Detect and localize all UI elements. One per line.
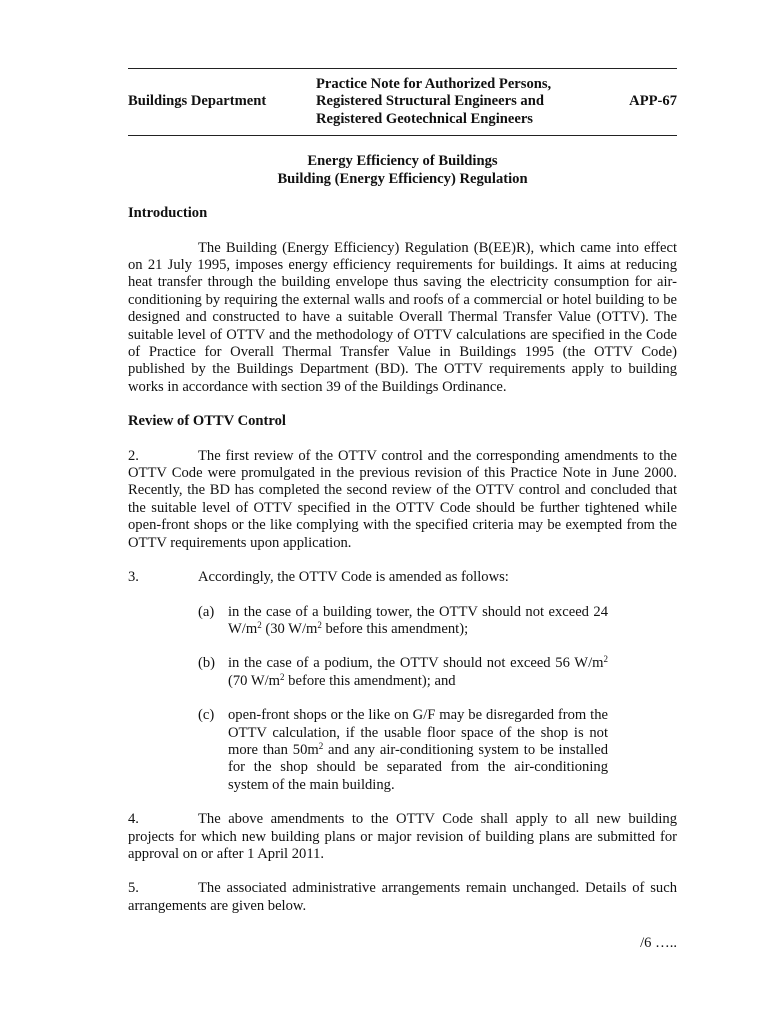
department-name: Buildings Department <box>128 93 267 110</box>
document-page <box>128 68 677 915</box>
amendment-item-c <box>198 707 608 794</box>
section-heading-introduction: Introduction <box>128 205 208 222</box>
document-subtitle-line: Building (Energy Efficiency) Regulation <box>277 170 528 187</box>
item-text: open-front shops or the like on G/F may be disregarded from the OTTV calculation, if the usable floor space of the shop is not more than $50m^2$ and any air-conditioning system to be installed for the shop should be separated from the air-conditioning system of the main building. <box>228 707 608 793</box>
page-continuation: /6 ….. <box>640 935 677 951</box>
paragraph-text: The associated administrative arrangements remain unchanged. Details of such arrangements are given below. <box>128 880 677 914</box>
paragraph-number: 5. <box>128 880 139 897</box>
document-header <box>128 69 677 135</box>
paragraph-3 <box>128 569 677 586</box>
paragraph-text: The above amendments to the OTTV Code shall apply to all new building projects for which new building plans or major revision of building plans are submitted for approval on or after 1 April 2011. <box>128 811 677 862</box>
header-bottom-rule <box>128 135 677 136</box>
practice-note-title-line: Practice Note for Authorized Persons, <box>316 75 552 92</box>
amendment-list <box>198 604 608 795</box>
intro-paragraph: The Building (Energy Efficiency) Regulation (B(EE)R), which came into effect on 21 July 1995, imposes energy efficiency requirements for buildings. It aims at reducing heat transfer through the building envelope thus saving the electricity consumption for air-conditioning by requiring the external walls and roofs of a commercial or hotel building to be designed and constructed to have a suitable Overall Thermal Transfer Value (OTTV). The suitable level of OTTV and the methodology of OTTV calculations are specified in the Code of Practice for Overall Thermal Transfer Value in Buildings 1995 (the OTTV Code) published by the Buildings Department (BD). The OTTV requirements apply to building works in accordance with section 39 of the Buildings Ordinance. <box>128 239 677 395</box>
item-label: (c) <box>198 707 215 724</box>
paragraph-number: 2. <box>128 447 139 464</box>
section-heading-review: Review of OTTV Control <box>128 413 286 430</box>
amendment-item-a <box>198 604 608 639</box>
document-title-line: Energy Efficiency of Buildings <box>307 153 498 169</box>
paragraph-number: 4. <box>128 811 139 828</box>
paragraph-2 <box>128 448 677 552</box>
paragraph-5 <box>128 880 677 915</box>
paragraph-number: 3. <box>128 569 139 586</box>
practice-note-title <box>316 76 616 129</box>
practice-note-code: APP-67 <box>629 93 677 110</box>
paragraph-text: Accordingly, the OTTV Code is amended as follows: <box>198 569 509 586</box>
item-label: (a) <box>198 603 215 620</box>
item-label: (b) <box>198 655 216 672</box>
practice-note-title-line: Registered Geotechnical Engineers <box>316 110 533 127</box>
paragraph-text: The first review of the OTTV control and the corresponding amendments to the OTTV Code were promulgated in the previous revision of this Practice Note in June 2000. Recently, the BD has completed the second review of the OTTV control and concluded that the suitable level of OTTV specified in the OTTV Code should be further tightened while open-front shops or the like complying with the specified criteria may be exempted from the OTTV requirements upon application. <box>128 447 677 551</box>
paragraph-4 <box>128 811 677 863</box>
practice-note-title-line: Registered Structural Engineers and <box>316 93 544 110</box>
item-text: in the case of a podium, the OTTV should not exceed 56 $W/m^2$ (70 $W/m^2$ before this amendment); and <box>228 654 608 689</box>
document-title <box>128 153 677 188</box>
item-text: in the case of a building tower, the OTTV should not exceed 24 $W/m^2$ (30 $W/m^2$ before this amendment); <box>228 603 608 637</box>
amendment-item-b <box>198 655 608 690</box>
